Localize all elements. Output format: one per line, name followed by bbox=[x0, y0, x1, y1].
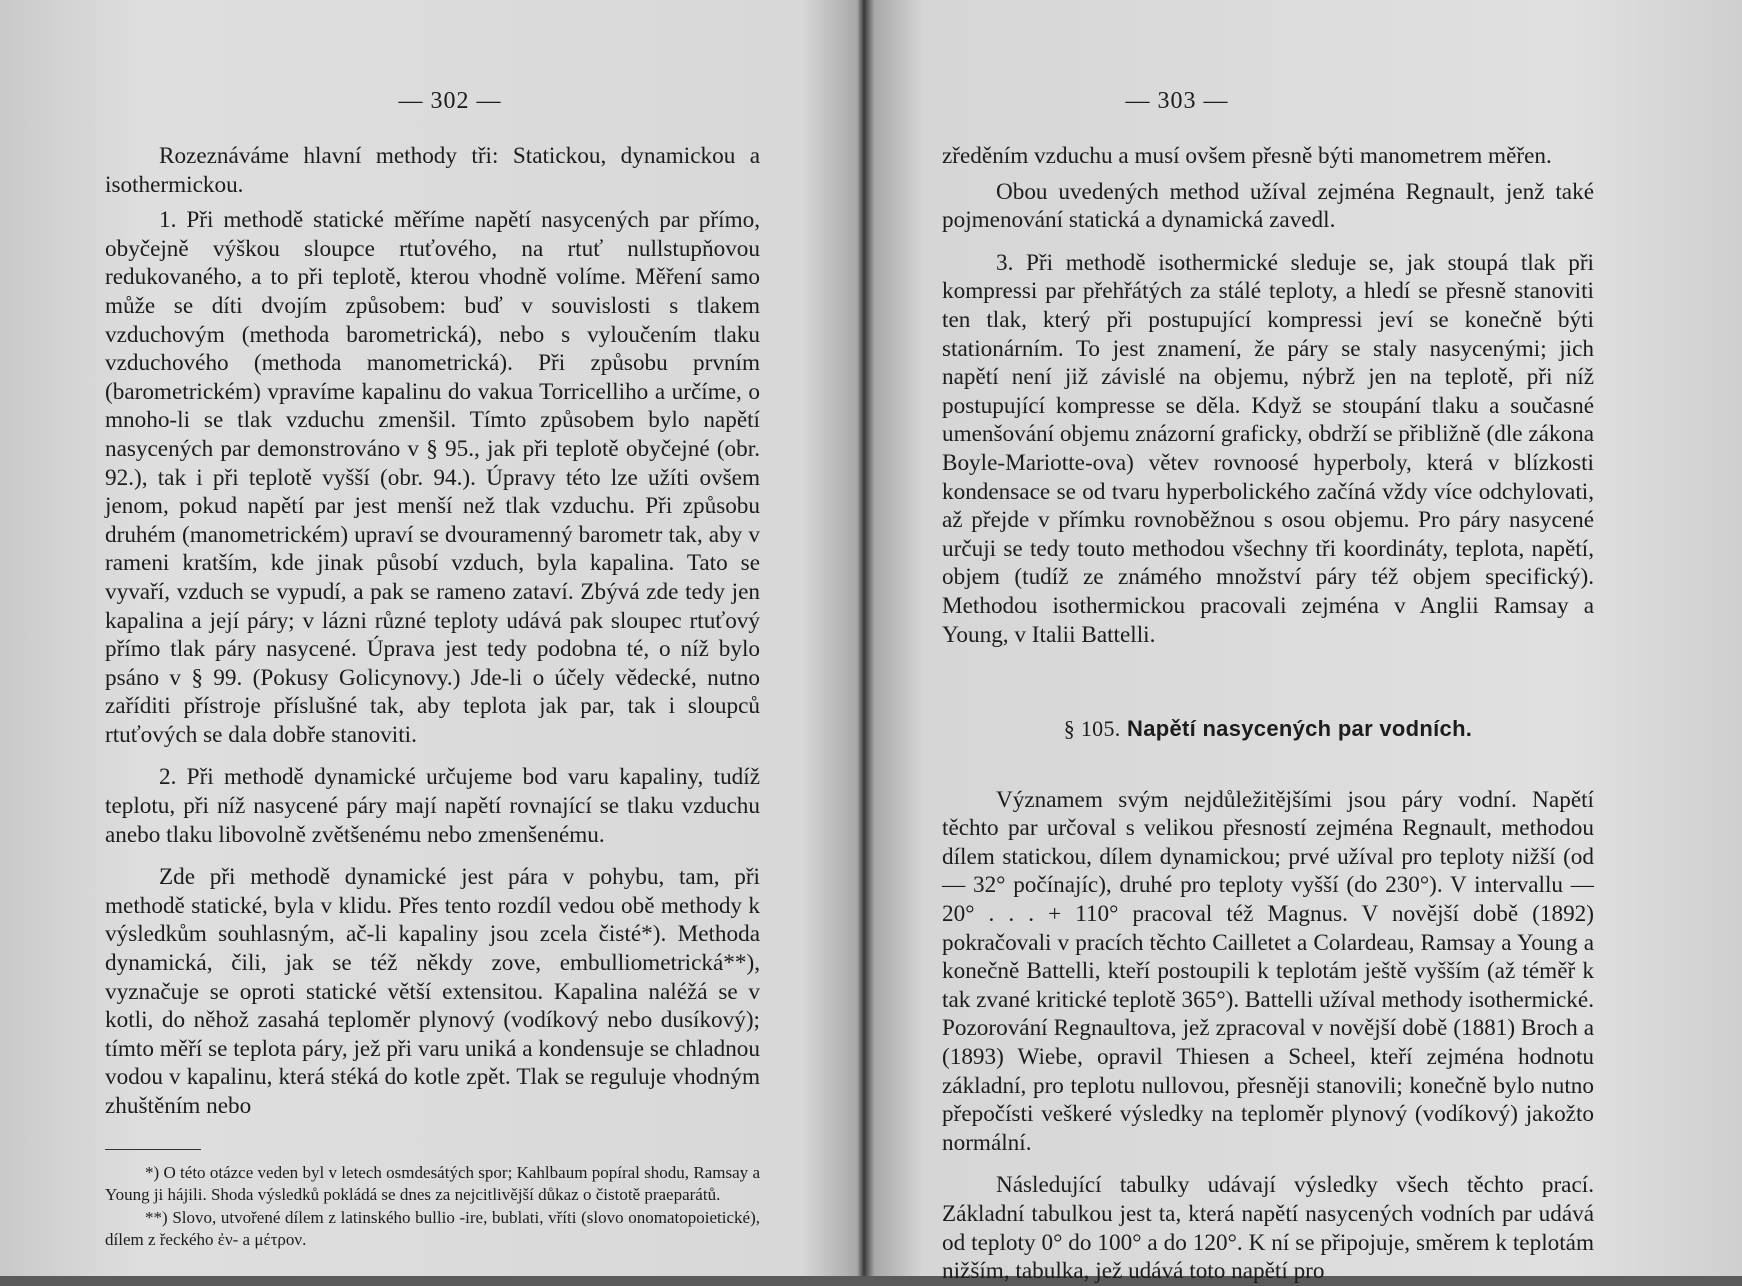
footnotes bbox=[105, 1162, 760, 1252]
page-body bbox=[942, 142, 1594, 1286]
paragraph: Významem svým nejdůležitějšími jsou páry vodní. Napětí těchto par určoval s velikou přesností zejména Regnault, methodou dílem statickou, dílem dynamickou; prvé užíval pro teploty nižší (od — 32° počínajíc), druhé pro teploty vyšší (do 230°). V intervallu — 20° . . . + 110° pracoval též Magnus. V novější době (1892) pokračovali v pracích těchto Cailletet a Colardeau, Ramsay a Young a konečně Battelli, kteří postoupili k teplotám ještě vyšším (až téměř k tak zvané kritické teplotě 365°). Battelli užíval methody isothermické. Pozorování Regnaultova, jež zpracoval v novější době (1881) Broch a (1893) Wiebe, opravil Thiesen a Scheel, kteří zejména hodnotu základní, pro teplotu nullovou, přesněji stanovili; konečně bylo nutno přepočísti veškeré výsledky na teploměr plynový (vodíkový) jakožto normální. bbox=[942, 786, 1594, 1156]
paragraph: Zde při methodě dynamické jest pára v pohybu, tam, při methodě statické, byla v klidu. Přes tento rozdíl vedou obě methody k výsledkům souhlasným, ač-li kapaliny jsou zcela čisté*). Methoda dynamická, čili, jak se též někdy zove, embulliometrická**), vyznačuje se oproti statické větší extensitou. Kapalina naléžá se v kotli, do něhož zasahá teploměr plynový (vodíkový nebo dusíkový); tímto měří se teplota páry, jež při varu uniká a kondensuje se chladnou vodou v kapalinu, která stéká do kotle zpět. Tlak se reguluje vhodným zhuštěním nebo bbox=[105, 864, 760, 1119]
paragraph: Následující tabulky udávají výsledky všech těchto prací. Základní tabulkou jest ta, která napětí nasycených vodních par udává od teploty 0° do 100° a do 120°. K ní se připojuje, směrem k teplotám nižším, tabulka, jež udává toto napětí pro bbox=[942, 1172, 1594, 1285]
footnote: **) Slovo, utvořené dílem z latinského bullio -ire, bublati, vříti (slovo onomatopoietické), dílem z řeckého ἐν- a μέτρον. bbox=[105, 1207, 760, 1250]
paragraph: Rozeznáváme hlavní methody tři: Statickou, dynamickou a isothermickou. bbox=[105, 143, 760, 198]
section-number: § 105. bbox=[1063, 716, 1121, 742]
section-title: Napětí nasycených par vodních. bbox=[1127, 716, 1473, 742]
left-page bbox=[0, 0, 860, 1276]
section-heading bbox=[942, 715, 1594, 744]
paragraph: Obou uvedených method užíval zejména Regnault, jenž také pojmenování statická a dynamická zavedl. bbox=[942, 178, 1594, 234]
paragraph: 1. Při methodě statické měříme napětí nasycených par přímo, obyčejně výškou sloupce rtuťového, na rtuť nullstupňovou redukovaného, a to při teplotě, kterou vhodně volíme. Měření samo může se díti dvojím způsobem: buď v souvislosti s tlakem vzduchovým (methoda barometrická), nebo s vyloučením tlaku vzduchového (methoda manometrická). Při způsobu prvním (barometrickém) vpravíme kapalinu do vakua Torricelliho a určíme, o mnoho-li se tlak vzduchu zmenšil. Tímto způsobem bylo napětí nasycených par demonstrováno v § 95., jak při teplotě obyčejné (obr. 92.), tak i při teplotě vyšší (obr. 94.). Úpravy této lze užíti ovšem jenom, pokud napětí par jest menší než tlak vzduchu. Při způsobu druhém (manometrickém) upraví se dvouramenný barometr tak, aby v rameni kratším, kde jinak působí vzduch, byla kapalina. Tato se vyvaří, vzduch se vypudí, a pak se rameno zataví. Zbývá zde tedy jen kapalina a její páry; v lázni různé teploty udává pak sloupec rtuťový přímo tlak páry nasycené. Úprava jest tedy podobna té, o níž bylo psáno v § 99. (Pokusy Golicynovy.) Jde-li o účely vědecké, nutno zaříditi přístroje příslušné tak, aby teplota jak par, tak i sloupců rtuťových se dala dobře stanoviti. bbox=[105, 207, 760, 748]
paragraph: zředěním vzduchu a musí ovšem přesně býti manometrem měřen. bbox=[942, 143, 1552, 169]
page-number: — 303 — bbox=[1125, 88, 1229, 114]
paragraph: 2. Při methodě dynamické určujeme bod varu kapaliny, tudíž teplotu, při níž nasycené páry mají napětí rovnající se tlaku vzduchu anebo tlaku libovolně zvětšenému nebo zmenšenému. bbox=[105, 764, 760, 848]
footnote-rule bbox=[105, 1149, 201, 1150]
paragraph: 3. Při methodě isothermické sleduje se, jak stoupá tlak při kompressi par přehřátých za stálé teploty, a hledí se přesně stanoviti ten tlak, který při postupující kompressi jeví se konečně býti stationárním. To jest znamení, že páry se staly nasycenými; jich napětí není již závislé na objemu, nýbrž jen na teplotě, při níž postupující kompresse se děla. Když se stoupání tlaku a současné umenšování objemu znázorní graficky, obdrží se přibližně (dle zákona Boyle-Mariotte-ova) větev rovnoosé hyperboly, která v blízkosti kondensace se od tvaru hyperbolického začíná vždy více odchylovati, až přejde v přímku rovnoběžnou s osou objemu. Pro páry nasycené určuji se tedy touto methodou všechny tři koordináty, teplota, napětí, objem (tudíž ze známého množství páry též objem specifický). Methodou isothermickou pracovali zejména v Anglii Ramsay a Young, v Italii Battelli. bbox=[942, 249, 1595, 648]
right-page bbox=[872, 0, 1742, 1285]
page-body bbox=[105, 142, 760, 1252]
page-number: — 302 — bbox=[398, 88, 502, 114]
footnote: *) O této otázce veden byl v letech osmdesátých spor; Kahlbaum popíral shodu, Ramsay a Young ji hájili. Shoda výsledků pokládá se dnes za nejcitlivější důkaz o čistotě praeparátů. bbox=[105, 1162, 760, 1205]
